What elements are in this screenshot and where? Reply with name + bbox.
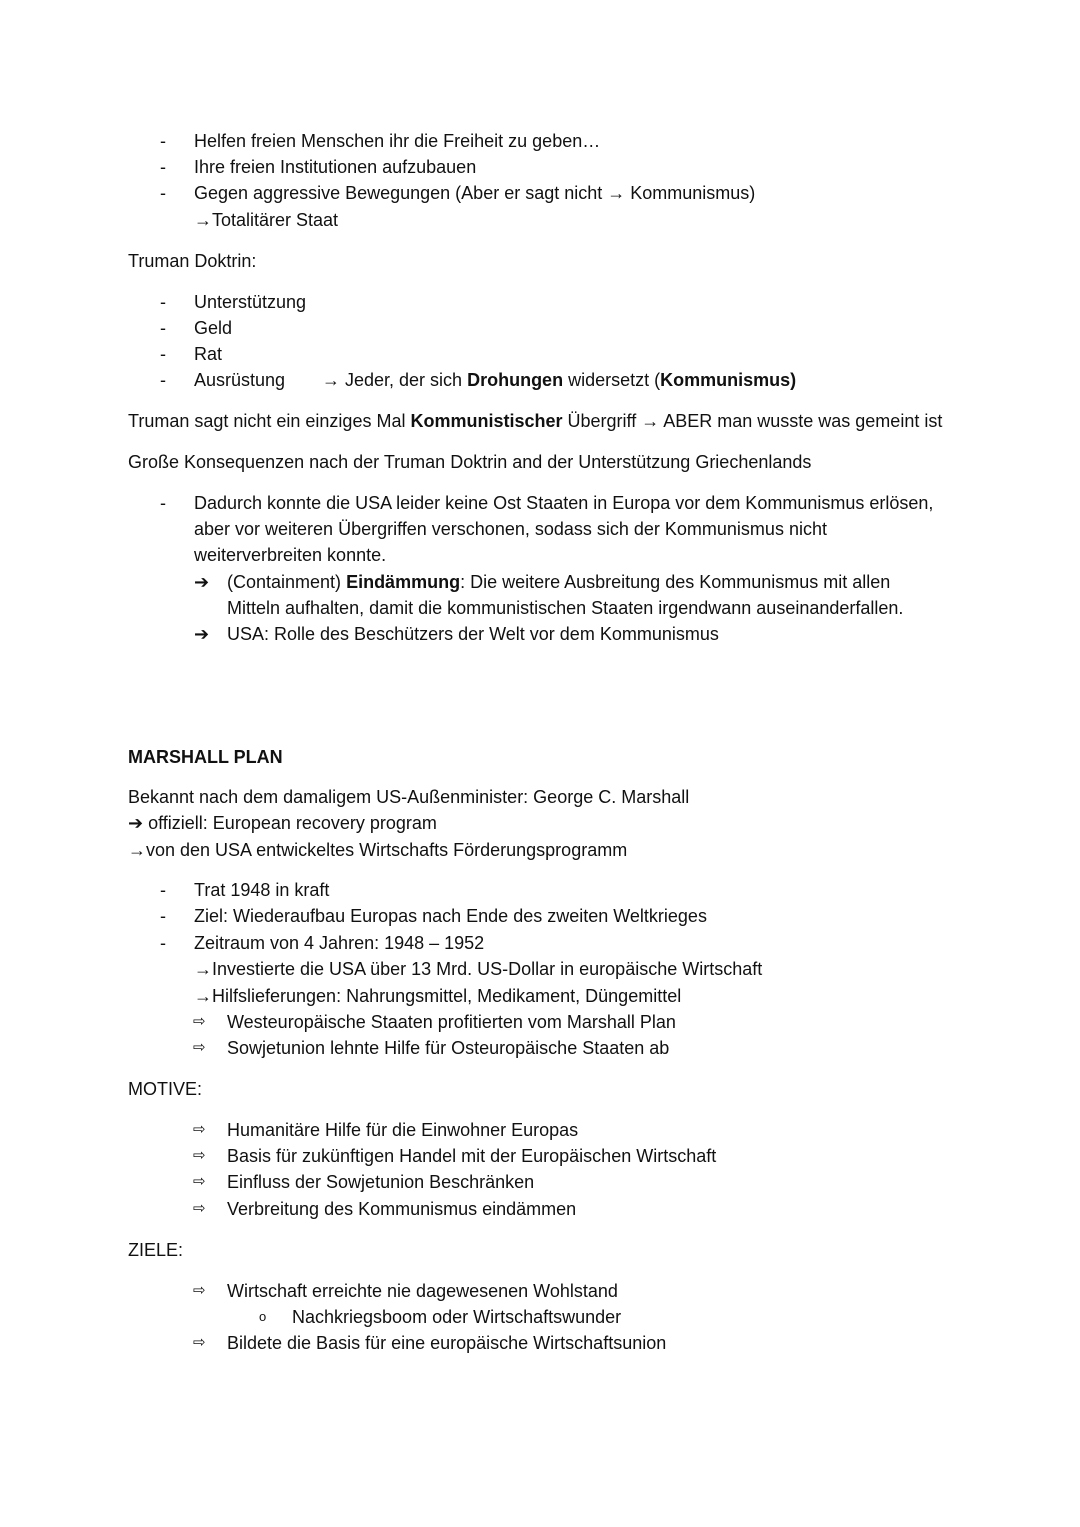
hollow-arrow-icon: ⇨: [193, 1282, 206, 1299]
circle-bullet-icon: o: [259, 1309, 267, 1324]
dash-bullet: -: [160, 906, 166, 926]
dash-bullet: -: [160, 344, 166, 364]
hollow-arrow-icon: ⇨: [193, 1173, 206, 1190]
dash-bullet: -: [160, 292, 166, 312]
hollow-arrow-icon: ⇨: [193, 1013, 206, 1030]
ziele-heading: ZIELE:: [128, 1240, 184, 1260]
hollow-arrow-icon: ⇨: [193, 1200, 206, 1217]
dash-bullet: -: [160, 183, 166, 203]
consequences-heading: Große Konsequenzen nach der Truman Doktrin and der Unterstützung Griechenlands: [128, 452, 812, 472]
dash-bullet: -: [160, 493, 166, 513]
dash-bullet: -: [160, 131, 166, 151]
arrow-bullet-icon: ➔: [194, 572, 210, 592]
arrow-bullet-icon: ➔: [194, 624, 210, 644]
dash-bullet: -: [160, 933, 166, 953]
ausruestung-note: → Jeder, der sich Drohungen widersetzt (Kommunismus): [322, 370, 797, 390]
truman-heading: Truman Doktrin:: [128, 251, 257, 271]
marshall-program: →von den USA entwickeltes Wirtschafts Förderungsprogramm: [128, 840, 628, 860]
dash-bullet: -: [160, 318, 166, 338]
document-page: - Helfen freien Menschen ihr die Freiheit zu geben… - Ihre freien Institutionen aufzubauen - Gegen aggressive Bewegungen (Aber er sagt nicht → Kommunismus) →Totalitärer Staat Truman Doktrin: - Unterstützung - Geld - Rat - Ausrüstung → Jeder, der sich Drohungen widersetzt (Kommunismus) Truman sagt nicht ein einziges Mal Kommunistischer Übergriff → ABER man wusste was gemeint ist Große Konsequenzen nach der Truman Doktrin and der Unterstützung Griechenlands - Dadurch konnte die USA leider keine Ost Staaten in Europa vor dem Kommunismus erlösen, aber vor weiteren Übergriffen verschonen, sodass sich der Kommunismus nicht weiterverbreiten konnte. ➔ (Containment) Eindämmung: Die weitere Ausbreitung des Kommunismus mit allen Mitteln aufhalten, damit die kommunistischen Staaten irgendwann auseinanderfallen. ➔ USA: Rolle des Beschützers der Welt vor dem Kommunismus MARSHALL PLAN Bekannt nach dem damaligem US-Außenminister: George C. Marshall ➔ offiziell: European recovery program →von den USA entwickeltes Wirtschafts Förderungsprogramm - Trat 1948 in kraft - Ziel: Wiederaufbau Europas nach Ende des zweiten Weltkrieges - Zeitraum von 4 Jahren: 1948 – 1952 →Investierte die USA über 13 Mrd. US-Dollar in europäische Wirtschaft →Hilfslieferungen: Nahrungsmittel, Medikament, Düngemittel ⇨ Westeuropäische Staaten profitierten vom Marshall Plan ⇨ Sowjetunion lehnte Hilfe für Osteuropäische Staaten ab MOTIVE: ⇨ Humanitäre Hilfe für die Einwohner Europas ⇨ Basis für zukünftigen Handel mit der Europäischen Wirtschaft ⇨ Einfluss der Sowjetunion Beschränken ⇨ Verbreitung des Kommunismus eindämmen ZIELE: ⇨ Wirtschaft erreichte nie dagewesenen Wohlstand o Nachkriegsboom oder Wirtschaftswunder ⇨ Bildete die Basis für eine europäische Wirtschaftsunion: [128, 131, 943, 1353]
marshall-intro: Bekannt nach dem damaligem US-Außenminister: George C. Marshall: [128, 787, 690, 807]
hollow-arrow-icon: ⇨: [193, 1334, 206, 1351]
truman-sentence: Truman sagt nicht ein einziges Mal Kommunistischer Übergriff → ABER man wusste was gemeint ist: [128, 411, 943, 431]
dash-bullet: -: [160, 880, 166, 900]
hollow-arrow-icon: ⇨: [193, 1147, 206, 1164]
marshall-official: ➔ offiziell: European recovery program: [128, 813, 437, 833]
hollow-arrow-icon: ⇨: [193, 1121, 206, 1138]
dash-bullet: -: [160, 157, 166, 177]
dash-bullet: -: [160, 370, 166, 390]
hollow-arrow-icon: ⇨: [193, 1039, 206, 1056]
arrow-bullet-icon: ➔: [128, 813, 144, 833]
marshall-heading: MARSHALL PLAN: [128, 747, 283, 767]
motive-heading: MOTIVE:: [128, 1079, 203, 1099]
